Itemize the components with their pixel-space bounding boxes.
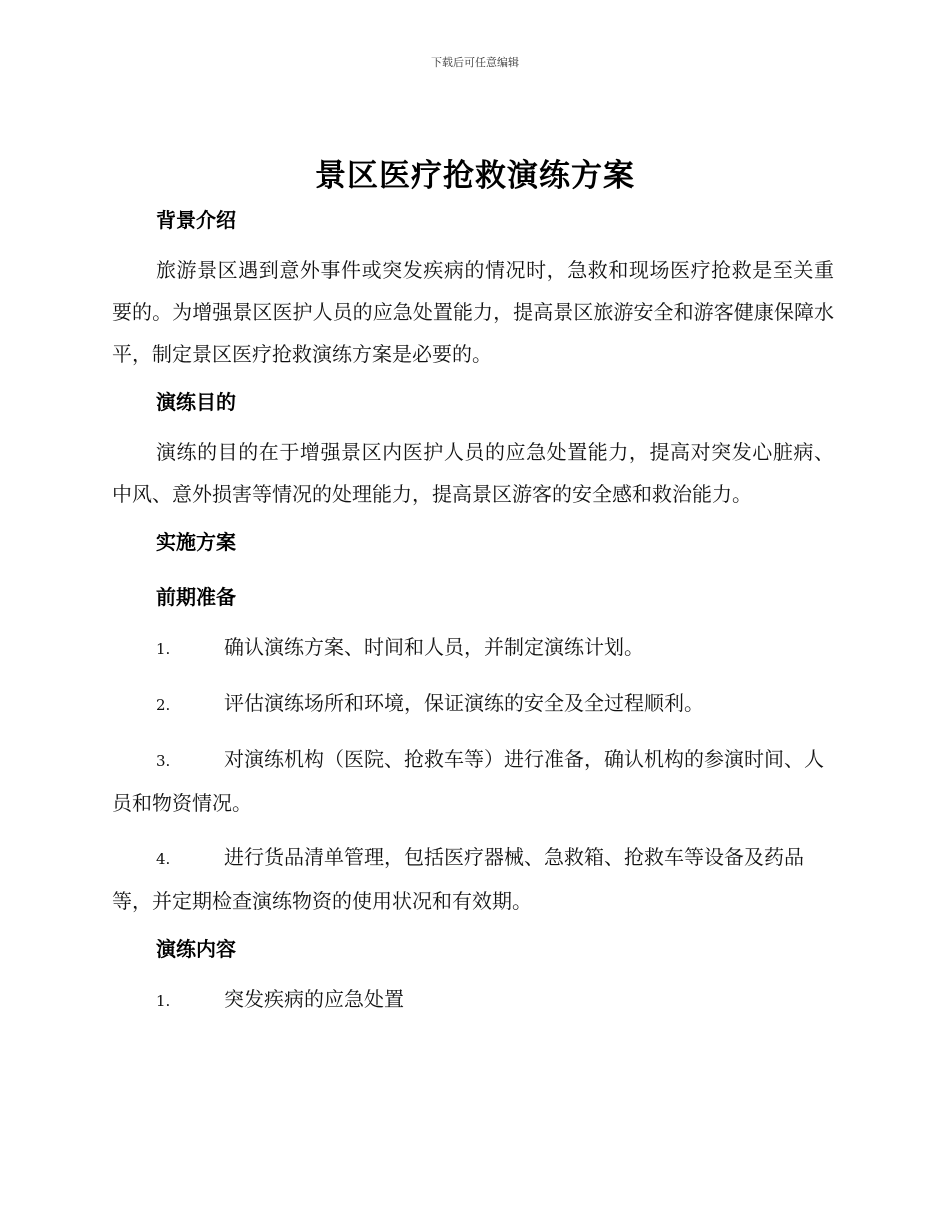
list-item-number: 4. (156, 850, 171, 868)
list-item-number: 1. (156, 640, 171, 658)
section-heading-background: 背景介绍 (156, 208, 236, 232)
list-item (112, 738, 834, 824)
list-item-number: 1. (156, 992, 171, 1010)
section-heading-drill-content: 演练内容 (156, 937, 236, 961)
background-paragraph: 旅游景区遇到意外事件或突发疾病的情况时，急救和现场医疗抢救是至关重要的。为增强景区医护人员的应急处置能力，提高景区旅游安全和游客健康保障水平，制定景区医疗抢救演练方案是必要的。 (112, 258, 834, 366)
list-item (112, 682, 834, 726)
page-header-note: 下载后可任意编辑 (431, 56, 519, 69)
list-item-text: 确认演练方案、时间和人员，并制定演练计划。 (224, 635, 644, 659)
section-heading-plan: 实施方案 (156, 530, 236, 554)
document-title: 景区医疗抢救演练方案 (315, 158, 635, 194)
list-item-number: 2. (156, 696, 171, 714)
list-item-text: 评估演练场所和环境，保证演练的安全及全过程顺利。 (224, 691, 704, 715)
list-item (112, 836, 834, 922)
list-item (112, 626, 834, 670)
section-heading-purpose: 演练目的 (156, 390, 236, 414)
list-item-text: 进行货品清单管理，包括医疗器械、急救箱、抢救车等设备及药品等，并定期检查演练物资的使用状况和有效期。 (112, 845, 804, 913)
section-heading-preparation: 前期准备 (156, 585, 236, 609)
list-item-number: 3. (156, 752, 171, 770)
purpose-paragraph: 演练的目的在于增强景区内医护人员的应急处置能力，提高对突发心脏病、中风、意外损害等情况的处理能力，提高景区游客的安全感和救治能力。 (112, 440, 834, 506)
list-item-text: 突发疾病的应急处置 (224, 987, 404, 1011)
list-item (112, 978, 834, 1022)
list-item-text: 对演练机构（医院、抢救车等）进行准备，确认机构的参演时间、人员和物资情况。 (112, 747, 824, 815)
document-body (112, 205, 834, 1022)
